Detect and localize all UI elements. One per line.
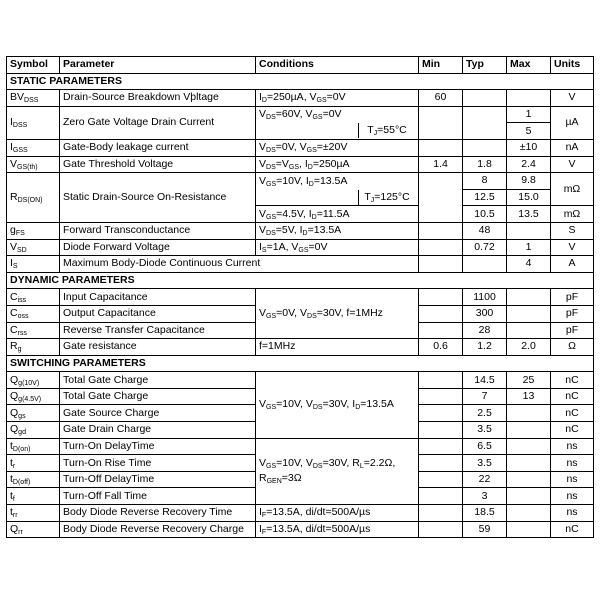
max-cell — [507, 289, 551, 306]
unit-cell: V — [551, 90, 594, 107]
typ-cell: 3.5 — [463, 422, 507, 439]
condition-cell: $V_{GS}=10V$, $I_D=13.5A$ — [256, 173, 419, 190]
max-cell — [507, 305, 551, 322]
symbol-cell: $R_{DS(ON)}$ — [7, 173, 60, 223]
typ-cell: 18.5 — [463, 505, 507, 522]
unit-cell: V — [551, 156, 594, 173]
table-row — [7, 173, 594, 190]
symbol-cell: $C_{rss}$ — [7, 322, 60, 339]
max-cell: 25 — [507, 372, 551, 389]
condition-cell: $V_{DS}=0V$, $V_{GS}=\pm 20V$ — [256, 139, 419, 156]
min-cell — [419, 173, 463, 223]
unit-cell: ns — [551, 471, 594, 488]
min-cell — [419, 471, 463, 488]
parameter-cell: Drain-Source Breakdown Vþltage — [60, 90, 256, 107]
max-cell: 15.0 — [507, 189, 551, 206]
min-cell — [419, 488, 463, 505]
condition-cell: $V_{DS}=V_{GS}$, $I_D=250\mu A$ — [256, 156, 419, 173]
unit-cell: V — [551, 239, 594, 256]
parameter-cell: Maximum Body-Diode Continuous Current — [60, 256, 419, 273]
section-row — [7, 272, 594, 289]
min-cell: 0.6 — [419, 339, 463, 356]
min-cell — [419, 455, 463, 472]
min-cell — [419, 388, 463, 405]
header-row — [7, 57, 594, 74]
min-cell: 1.4 — [419, 156, 463, 173]
parameter-cell: Turn-Off DelayTime — [60, 471, 256, 488]
typ-cell: 7 — [463, 388, 507, 405]
condition-cell: $I_F=13.5A$, di/dt=500A/µs — [256, 521, 419, 538]
max-cell — [507, 405, 551, 422]
unit-cell: ns — [551, 488, 594, 505]
max-cell: ±10 — [507, 139, 551, 156]
symbol-cell: $Q_{g(4.5V)}$ — [7, 388, 60, 405]
parameter-cell: Body Diode Reverse Recovery Charge — [60, 521, 256, 538]
table-row — [7, 239, 594, 256]
symbol-cell: $Q_{gd}$ — [7, 422, 60, 439]
condition-cell: f=1MHz — [256, 339, 419, 356]
header-typ: Typ — [463, 57, 507, 74]
table-row — [7, 521, 594, 538]
parameter-cell: Gate-Body leakage current — [60, 139, 256, 156]
parameter-cell: Diode Forward Voltage — [60, 239, 256, 256]
max-cell: 2.0 — [507, 339, 551, 356]
min-cell — [419, 505, 463, 522]
unit-cell: nC — [551, 405, 594, 422]
typ-cell: 3.5 — [463, 455, 507, 472]
min-cell — [419, 422, 463, 439]
min-cell — [419, 139, 463, 156]
unit-cell: nC — [551, 521, 594, 538]
max-cell — [507, 488, 551, 505]
typ-cell: 22 — [463, 471, 507, 488]
parameter-cell: Gate Drain Charge — [60, 422, 256, 439]
min-cell — [419, 239, 463, 256]
parameters-table — [6, 56, 594, 538]
max-cell — [507, 505, 551, 522]
section-dynamic: DYNAMIC PARAMETERS — [7, 272, 594, 289]
max-cell — [507, 438, 551, 455]
min-cell — [419, 322, 463, 339]
parameter-cell: Input Capacitance — [60, 289, 256, 306]
unit-cell: mΩ — [551, 206, 594, 223]
condition-cell: $V_{DS}=5V$, $I_D=13.5A$ — [256, 222, 419, 239]
typ-cell: 12.5 — [463, 189, 507, 206]
table-row — [7, 139, 594, 156]
condition-cell: $V_{GS}=0V$, $V_{DS}=30V$, f=1MHz — [256, 289, 419, 339]
parameter-cell: Turn-Off Fall Time — [60, 488, 256, 505]
table-row — [7, 289, 594, 306]
unit-cell: nC — [551, 372, 594, 389]
unit-cell: S — [551, 222, 594, 239]
parameter-cell: Gate resistance — [60, 339, 256, 356]
min-cell — [419, 305, 463, 322]
min-cell — [419, 256, 463, 273]
unit-cell: nC — [551, 422, 594, 439]
max-cell: 9.8 — [507, 173, 551, 190]
symbol-cell: $Q_{rr}$ — [7, 521, 60, 538]
typ-cell: 8 — [463, 173, 507, 190]
symbol-cell: $t_{D(on)}$ — [7, 438, 60, 455]
condition-cell: $V_{GS}=10V$, $V_{DS}=30V$, $I_D=13.5A$ — [256, 372, 419, 438]
table-row — [7, 106, 594, 123]
min-cell: 60 — [419, 90, 463, 107]
parameter-cell: Forward Transconductance — [60, 222, 256, 239]
max-cell — [507, 471, 551, 488]
typ-cell: 10.5 — [463, 206, 507, 223]
condition-cell: $V_{DS}=60V$, $V_{GS}=0V$ — [256, 106, 419, 123]
max-cell: 13 — [507, 388, 551, 405]
symbol-cell: $R_g$ — [7, 339, 60, 356]
parameter-cell: Turn-On Rise Time — [60, 455, 256, 472]
parameter-cell: Total Gate Charge — [60, 388, 256, 405]
symbol-cell: $V_{GS(th)}$ — [7, 156, 60, 173]
symbol-cell: $t_{D(off)}$ — [7, 471, 60, 488]
max-cell — [507, 90, 551, 107]
unit-cell: pF — [551, 305, 594, 322]
max-cell — [507, 422, 551, 439]
header-max: Max — [507, 57, 551, 74]
typ-cell: 1100 — [463, 289, 507, 306]
typ-cell: 3 — [463, 488, 507, 505]
condition-cell — [256, 189, 419, 206]
unit-cell: ns — [551, 438, 594, 455]
symbol-cell: $t_r$ — [7, 455, 60, 472]
min-cell — [419, 106, 463, 139]
condition-cell: $I_F=13.5A$, di/dt=500A/µs — [256, 505, 419, 522]
typ-cell: 0.72 — [463, 239, 507, 256]
unit-cell: ns — [551, 455, 594, 472]
typ-cell: 28 — [463, 322, 507, 339]
parameter-cell: Reverse Transfer Capacitance — [60, 322, 256, 339]
min-cell — [419, 222, 463, 239]
table-row — [7, 438, 594, 455]
symbol-cell: $I_{DSS}$ — [7, 106, 60, 139]
symbol-cell: $V_{SD}$ — [7, 239, 60, 256]
parameter-cell: Gate Threshold Voltage — [60, 156, 256, 173]
tj-condition: $T_J=125^\circ C$ — [358, 190, 415, 205]
unit-cell: µA — [551, 106, 594, 139]
symbol-cell: $C_{oss}$ — [7, 305, 60, 322]
table-row — [7, 372, 594, 389]
max-cell — [507, 455, 551, 472]
table-row — [7, 222, 594, 239]
section-static: STATIC PARAMETERS — [7, 73, 594, 90]
unit-cell: pF — [551, 289, 594, 306]
parameter-cell: Total Gate Charge — [60, 372, 256, 389]
condition-cell — [256, 123, 419, 140]
min-cell — [419, 405, 463, 422]
max-cell: 1 — [507, 106, 551, 123]
symbol-cell: $C_{iss}$ — [7, 289, 60, 306]
min-cell — [419, 372, 463, 389]
min-cell — [419, 438, 463, 455]
table-row — [7, 256, 594, 273]
section-row — [7, 355, 594, 372]
typ-cell — [463, 106, 507, 139]
parameter-cell: Output Capacitance — [60, 305, 256, 322]
min-cell — [419, 289, 463, 306]
symbol-cell: $BV_{DSS}$ — [7, 90, 60, 107]
typ-cell: 6.5 — [463, 438, 507, 455]
max-cell: 13.5 — [507, 206, 551, 223]
header-parameter: Parameter — [60, 57, 256, 74]
symbol-cell: $t_f$ — [7, 488, 60, 505]
max-cell — [507, 322, 551, 339]
typ-cell — [463, 256, 507, 273]
max-cell: 5 — [507, 123, 551, 140]
section-switching: SWITCHING PARAMETERS — [7, 355, 594, 372]
parameter-cell: Body Diode Reverse Recovery Time — [60, 505, 256, 522]
max-cell: 4 — [507, 256, 551, 273]
min-cell — [419, 521, 463, 538]
header-min: Min — [419, 57, 463, 74]
switching-condition-line1: $V_{GS}=10V$, $V_{DS}=30V$, $R_L=2.2\Omega$, — [259, 457, 396, 471]
typ-cell: 300 — [463, 305, 507, 322]
max-cell: 2.4 — [507, 156, 551, 173]
table-row — [7, 90, 594, 107]
max-cell — [507, 521, 551, 538]
typ-cell: 1.2 — [463, 339, 507, 356]
typ-cell: 2.5 — [463, 405, 507, 422]
symbol-cell: $t_{rr}$ — [7, 505, 60, 522]
parameter-cell: Zero Gate Voltage Drain Current — [60, 106, 256, 139]
section-row — [7, 73, 594, 90]
table-row — [7, 505, 594, 522]
symbol-cell: $g_{FS}$ — [7, 222, 60, 239]
max-cell — [507, 222, 551, 239]
unit-cell: A — [551, 256, 594, 273]
parameter-cell: Gate Source Charge — [60, 405, 256, 422]
condition-cell: $V_{GS}=4.5V$, $I_D=11.5A$ — [256, 206, 419, 223]
unit-cell: nC — [551, 388, 594, 405]
symbol-cell: $Q_{gs}$ — [7, 405, 60, 422]
parameter-cell: Static Drain-Source On-Resistance — [60, 173, 256, 223]
max-cell: 1 — [507, 239, 551, 256]
typ-cell — [463, 139, 507, 156]
typ-cell: 59 — [463, 521, 507, 538]
switching-condition-line2: $R_{GEN}=3\Omega$ — [259, 472, 302, 486]
typ-cell: 14.5 — [463, 372, 507, 389]
unit-cell: Ω — [551, 339, 594, 356]
unit-cell: mΩ — [551, 173, 594, 206]
header-symbol: Symbol — [7, 57, 60, 74]
condition-cell: $I_D=250\mu A$, $V_{GS}=0V$ — [256, 90, 419, 107]
unit-cell: nA — [551, 139, 594, 156]
condition-cell — [256, 438, 419, 504]
symbol-cell: $I_{GSS}$ — [7, 139, 60, 156]
unit-cell: ns — [551, 505, 594, 522]
typ-cell: 48 — [463, 222, 507, 239]
symbol-cell: $I_S$ — [7, 256, 60, 273]
condition-cell: $I_S=1A$, $V_{GS}=0V$ — [256, 239, 419, 256]
table-row — [7, 156, 594, 173]
unit-cell: pF — [551, 322, 594, 339]
typ-cell: 1.8 — [463, 156, 507, 173]
symbol-cell: $Q_{g(10V)}$ — [7, 372, 60, 389]
typ-cell — [463, 90, 507, 107]
header-conditions: Conditions — [256, 57, 419, 74]
parameter-cell: Turn-On DelayTime — [60, 438, 256, 455]
header-units: Units — [551, 57, 594, 74]
table-row — [7, 339, 594, 356]
tj-condition: $T_J=55^\circ C$ — [358, 123, 415, 138]
